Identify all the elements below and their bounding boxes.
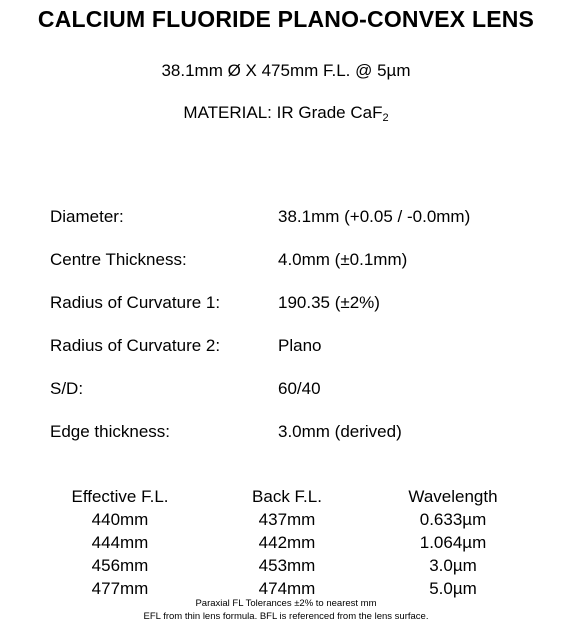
table-cell: 5.0µm: [429, 579, 477, 598]
table-header: Wavelength: [408, 487, 498, 506]
table-cell: 474mm: [258, 579, 316, 598]
spec-label: Edge thickness:: [50, 422, 171, 441]
spec-value: 38.1mm (+0.05 / -0.0mm): [278, 207, 471, 226]
table-cell: 1.064µm: [419, 533, 487, 552]
spec-value: Plano: [278, 336, 322, 355]
spec-row-radius-1: [0, 293, 572, 317]
spec-label: Centre Thickness:: [50, 250, 187, 269]
table-cell: 453mm: [258, 556, 316, 575]
material-subscript: 2: [382, 112, 389, 124]
footnote-formula: EFL from thin lens formula. BFL is referenced from the lens surface.: [143, 611, 429, 622]
spec-row-centre-thickness: [0, 250, 572, 274]
spec-label: Radius of Curvature 2:: [50, 336, 221, 355]
spec-row-edge-thickness: [0, 422, 572, 446]
table-header: Effective F.L.: [71, 487, 169, 506]
spec-row-sd: [0, 379, 572, 403]
table-cell: 440mm: [91, 510, 149, 529]
table-cell: 3.0µm: [429, 556, 477, 575]
material-line: [0, 103, 572, 123]
effective-fl-column: [40, 486, 200, 600]
spec-label: Radius of Curvature 1:: [50, 293, 221, 312]
spec-label: Diameter:: [50, 207, 124, 226]
wavelength-column: [373, 486, 533, 600]
table-cell: 442mm: [258, 533, 316, 552]
spec-value: 60/40: [278, 379, 321, 398]
material-value: IR Grade CaF: [276, 103, 383, 122]
table-cell: 456mm: [91, 556, 149, 575]
table-cell: 444mm: [91, 533, 149, 552]
material-label: MATERIAL:: [183, 103, 272, 122]
document-title: CALCIUM FLUORIDE PLANO-CONVEX LENS: [37, 6, 535, 32]
spec-value: 3.0mm (derived): [278, 422, 402, 441]
footnote-tolerances: Paraxial FL Tolerances ±2% to nearest mm: [195, 598, 377, 609]
spec-value: 4.0mm (±0.1mm): [278, 250, 408, 269]
table-cell: 477mm: [91, 579, 149, 598]
table-cell: 0.633µm: [419, 510, 487, 529]
table-cell: 437mm: [258, 510, 316, 529]
back-fl-column: [207, 486, 367, 600]
spec-label: S/D:: [50, 379, 84, 398]
spec-value: 190.35 (±2%): [278, 293, 380, 312]
table-header: Back F.L.: [252, 487, 322, 506]
spec-row-radius-2: [0, 336, 572, 360]
spec-row-diameter: [0, 207, 572, 231]
lens-spec-subtitle: 38.1mm Ø X 475mm F.L. @ 5µm: [161, 61, 411, 80]
